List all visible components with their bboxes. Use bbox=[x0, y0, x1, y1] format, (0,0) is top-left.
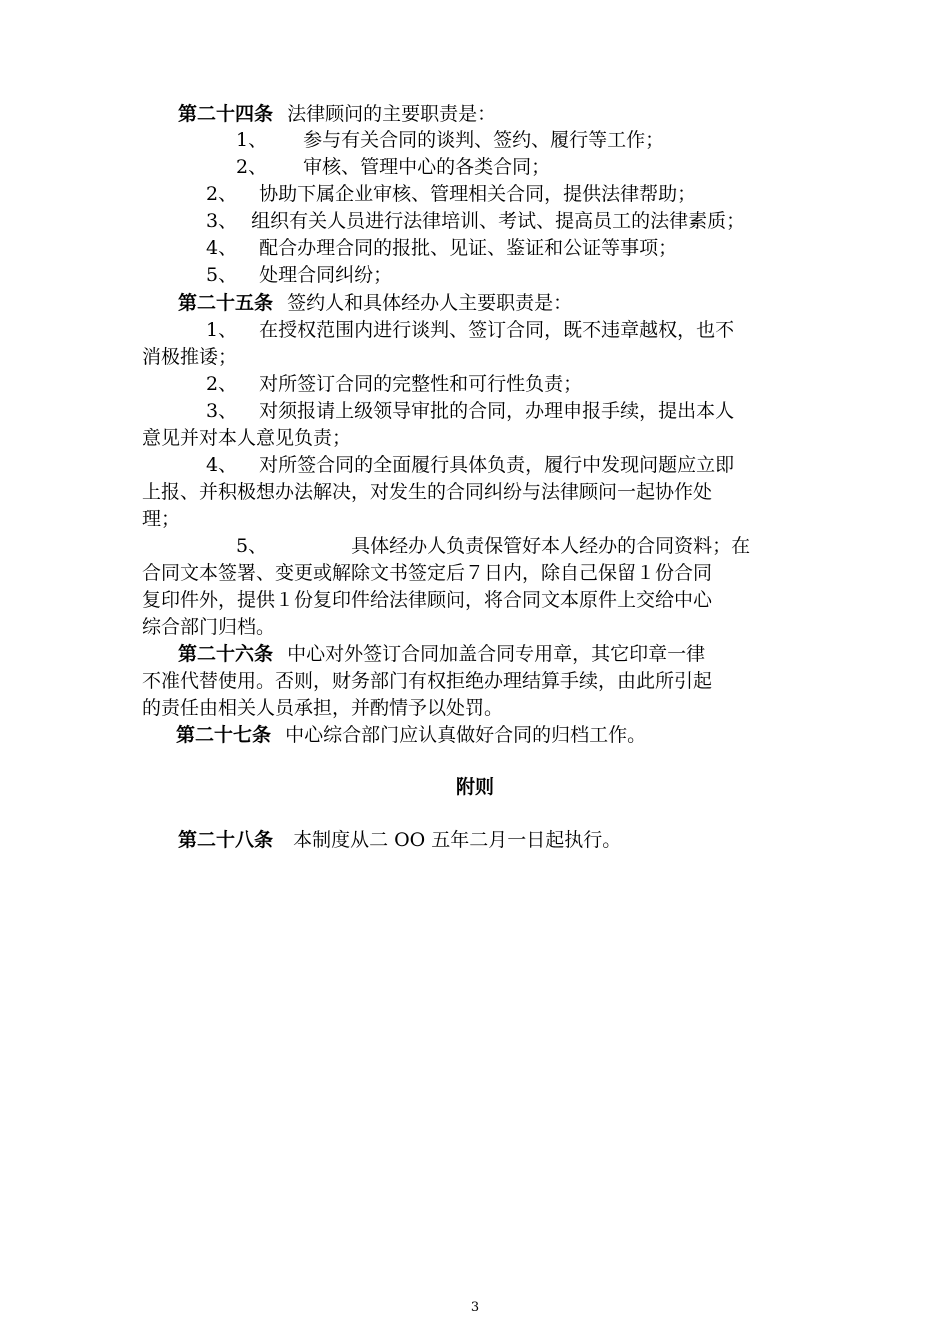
item-number: 4、 bbox=[206, 237, 238, 259]
item-number: 1、 bbox=[206, 319, 238, 341]
item-number: 2、 bbox=[206, 183, 238, 205]
item-text: 配合办理合同的报批、见证、鉴证和公证等事项； bbox=[259, 237, 678, 259]
item-number: 3、 bbox=[206, 400, 238, 422]
article-26-label: 第二十六条 bbox=[178, 643, 274, 665]
article-28-line bbox=[178, 826, 621, 854]
article-26-text-continued: 的责任由相关人员承担，并酌情予以处罚。 bbox=[142, 697, 504, 719]
item-text: 具体经办人负责保管好本人经办的合同资料；在 bbox=[351, 535, 751, 557]
article-24-item bbox=[206, 207, 745, 235]
article-26-line-1 bbox=[178, 640, 705, 668]
article-25-item-3 bbox=[206, 397, 734, 425]
item-text: 处理合同纠纷； bbox=[259, 264, 393, 286]
item-number: 4、 bbox=[206, 454, 238, 476]
article-28-text: 本制度从二 OO 五年二月一日起执行。 bbox=[293, 829, 622, 851]
item-text-continued: 综合部门归档。 bbox=[142, 616, 276, 638]
article-24-item bbox=[206, 234, 677, 262]
item-text: 对所签合同的全面履行具体负责，履行中发现问题应立即 bbox=[259, 454, 735, 476]
item-text: 参与有关合同的谈判、签约、履行等工作； bbox=[303, 129, 665, 151]
article-24-item bbox=[236, 153, 550, 181]
item-text: 对所签订合同的完整性和可行性负责； bbox=[259, 373, 583, 395]
article-25-text: 签约人和具体经办人主要职责是： bbox=[287, 292, 573, 314]
article-26-text-continued: 不准代替使用。否则，财务部门有权拒绝办理结算手续，由此所引起 bbox=[142, 670, 713, 692]
article-25-item-4 bbox=[206, 451, 734, 479]
article-25-label: 第二十五条 bbox=[178, 292, 274, 314]
article-25-heading-line bbox=[178, 289, 572, 317]
item-text-continued: 上报、并积极想办法解决，对发生的合同纠纷与法律顾问一起协作处 bbox=[142, 481, 713, 503]
item-text-continued: 合同文本签署、变更或解除文书签定后７日内，除自己保留１份合同 bbox=[142, 562, 713, 584]
article-27-text: 中心综合部门应认真做好合同的归档工作。 bbox=[285, 724, 647, 746]
article-24-label: 第二十四条 bbox=[178, 103, 274, 125]
article-24-item bbox=[206, 261, 392, 289]
article-26-text: 中心对外签订合同加盖合同专用章，其它印章一律 bbox=[287, 643, 706, 665]
article-27-label: 第二十七条 bbox=[176, 724, 272, 746]
item-text-continued: 意见并对本人意见负责； bbox=[142, 427, 352, 449]
item-text-continued: 复印件外，提供１份复印件给法律顾问，将合同文本原件上交给中心 bbox=[142, 589, 713, 611]
article-24-text: 法律顾问的主要职责是： bbox=[287, 103, 497, 125]
article-24-item bbox=[236, 126, 664, 154]
article-24-heading-line bbox=[178, 100, 496, 128]
article-24-item bbox=[206, 180, 696, 208]
item-number: 5、 bbox=[206, 264, 238, 286]
item-text: 对须报请上级领导审批的合同，办理申报手续，提出本人 bbox=[259, 400, 735, 422]
article-27-line bbox=[176, 721, 646, 749]
item-number: 5、 bbox=[236, 535, 268, 557]
item-number: 1、 bbox=[236, 129, 268, 151]
item-text: 审核、管理中心的各类合同； bbox=[303, 156, 551, 178]
article-25-item-5 bbox=[236, 532, 750, 560]
item-text: 协助下属企业审核、管理相关合同，提供法律帮助； bbox=[259, 183, 697, 205]
item-text: 组织有关人员进行法律培训、考试、提高员工的法律素质； bbox=[251, 210, 746, 232]
item-text-continued: 理； bbox=[142, 508, 181, 530]
appendix-title: 附则 bbox=[455, 776, 494, 798]
item-text: 在授权范围内进行谈判、签订合同，既不违章越权，也不 bbox=[259, 319, 735, 341]
item-number: 3、 bbox=[206, 210, 238, 232]
article-25-item-1 bbox=[206, 316, 734, 344]
item-number: 2、 bbox=[236, 156, 268, 178]
article-28-label: 第二十八条 bbox=[178, 829, 274, 851]
article-25-item-2 bbox=[206, 370, 582, 398]
item-text-continued: 消极推诿； bbox=[142, 346, 238, 368]
item-number: 2、 bbox=[206, 373, 238, 395]
page-number: 3 bbox=[470, 1300, 480, 1315]
